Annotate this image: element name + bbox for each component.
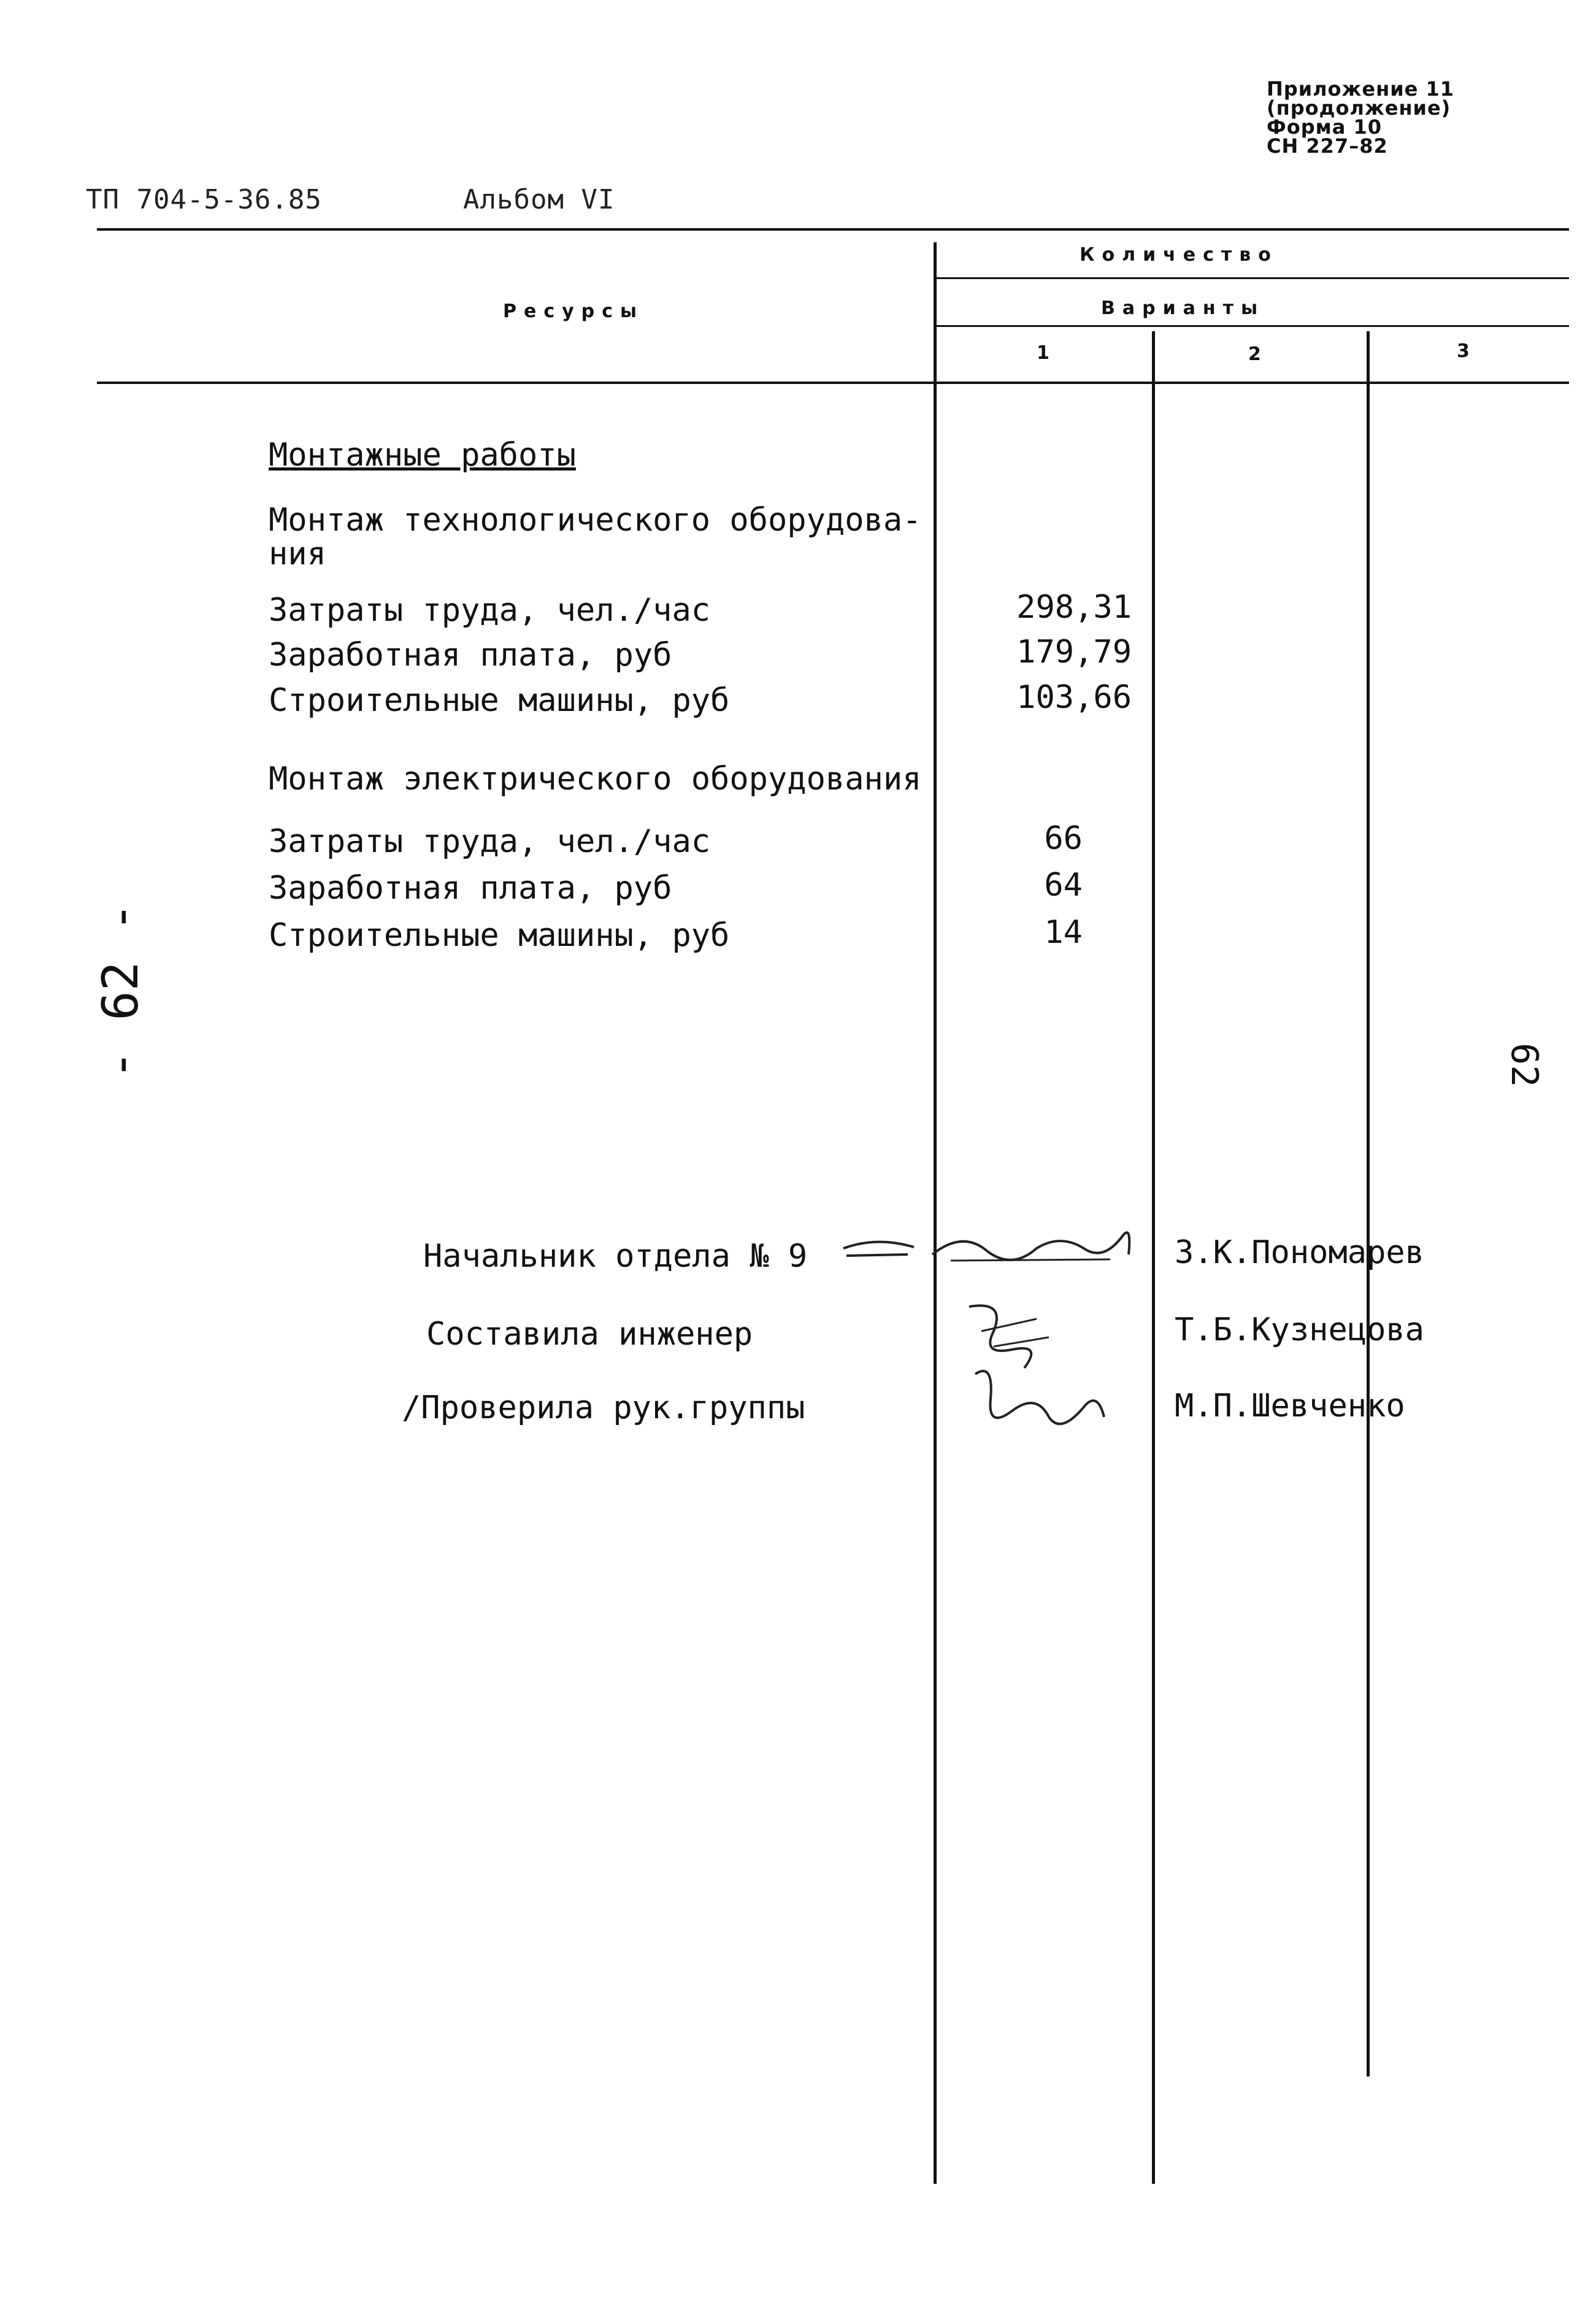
row-value: 103,66 — [1016, 679, 1132, 716]
quantity-rule — [935, 277, 1569, 279]
row-value: 179,79 — [1016, 634, 1132, 670]
row-label: Заработная плата, руб — [269, 870, 672, 907]
row-label: Заработная плата, руб — [269, 637, 672, 674]
right-page-number: 62 — [1503, 1043, 1546, 1088]
table-top-rule — [97, 228, 1569, 231]
appendix-line-2: (продолжение) — [1267, 96, 1451, 120]
row-label: Затраты труда, чел./час — [269, 823, 711, 860]
signature-role: Начальник отдела № 9 — [423, 1238, 808, 1275]
variants-header: Варианты — [1101, 298, 1265, 319]
signature-role: Составила инженер — [426, 1316, 753, 1353]
doc-code: ТП 704-5-36.85 — [86, 184, 322, 215]
group-title: Монтаж технологического оборудова- — [269, 502, 922, 539]
quantity-header: Количество — [1080, 244, 1278, 266]
appendix-note — [1267, 77, 1454, 158]
row-value: 66 — [1044, 820, 1083, 857]
signature-role: /Проверила рук.группы — [402, 1389, 805, 1426]
signature-name: Т.Б.Кузнецова — [1175, 1312, 1424, 1348]
variant-col-3: 3 — [1457, 340, 1477, 362]
handwritten-signature-1 — [840, 1212, 1147, 1291]
variant-col-1: 1 — [1037, 342, 1057, 364]
album-label: Альбом VI — [463, 184, 615, 215]
variant-col-2: 2 — [1248, 344, 1268, 365]
row-value: 298,31 — [1016, 589, 1132, 626]
row-label: Затраты труда, чел./час — [269, 592, 711, 629]
handwritten-signature-2 — [957, 1294, 1116, 1442]
variants-rule — [935, 325, 1569, 327]
column-divider-3 — [1367, 331, 1370, 2076]
appendix-line-4: СН 227–82 — [1267, 134, 1388, 158]
header-bottom-rule — [97, 382, 1569, 384]
row-value: 64 — [1044, 867, 1083, 904]
row-label: Строительные машины, руб — [269, 682, 730, 719]
section-title: Монтажные работы — [269, 437, 576, 474]
signature-name: М.П.Шевченко — [1175, 1388, 1405, 1424]
group-title: Монтаж электрического оборудования — [269, 761, 922, 797]
row-value: 14 — [1044, 914, 1083, 951]
row-label: Строительные машины, руб — [269, 917, 730, 954]
resources-header: Ресурсы — [503, 301, 645, 322]
column-divider-2 — [1152, 331, 1155, 2184]
left-page-number: - 62 - — [92, 902, 149, 1080]
signature-name: З.К.Пономарев — [1175, 1234, 1424, 1271]
appendix-line-3: Форма 10 — [1267, 115, 1383, 139]
appendix-line-1: Приложение 11 — [1267, 77, 1454, 101]
group-title-continued: ния — [269, 536, 326, 572]
